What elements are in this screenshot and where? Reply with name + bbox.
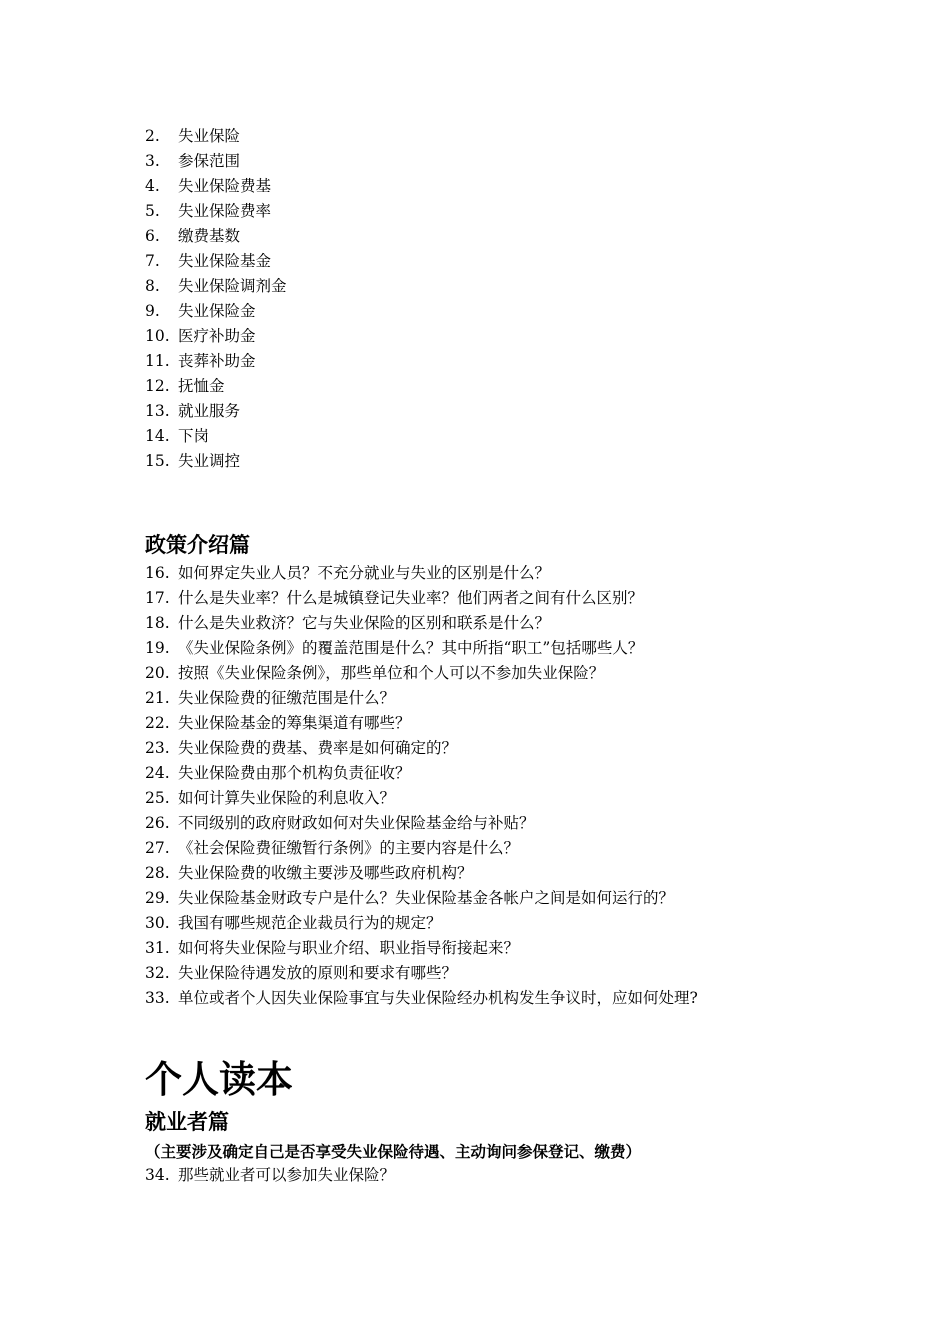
item-text: 下岗 — [178, 427, 210, 445]
list-item — [145, 611, 845, 636]
list-item — [145, 761, 845, 786]
item-text: 《社会保险费征缴暂行条例》的主要内容是什么？ — [178, 839, 520, 857]
item-number: 24. — [145, 764, 170, 782]
item-number: 31. — [145, 939, 170, 957]
list-item — [145, 299, 845, 324]
item-text: 失业保险基金的筹集渠道有哪些？ — [178, 714, 411, 732]
list-item — [145, 911, 845, 936]
item-number: 29. — [145, 889, 170, 907]
list-item — [145, 424, 845, 449]
item-text: 失业保险费的费基、费率是如何确定的？ — [178, 739, 458, 757]
item-number: 13. — [145, 402, 170, 420]
item-text: 如何将失业保险与职业介绍、职业指导衔接起来？ — [178, 939, 520, 957]
list-item — [145, 149, 845, 174]
item-text: 失业保险基金 — [178, 252, 272, 270]
list-item — [145, 274, 845, 299]
list-item — [145, 561, 845, 586]
list-item — [145, 449, 845, 474]
item-number: 30. — [145, 914, 170, 932]
item-number: 4. — [145, 177, 160, 195]
item-number: 27. — [145, 839, 170, 857]
list-item — [145, 836, 845, 861]
list-item — [145, 686, 845, 711]
item-number: 7. — [145, 252, 160, 270]
item-text: 失业保险 — [178, 127, 241, 145]
terms-list — [145, 124, 845, 474]
item-text: 如何界定失业人员？不充分就业与失业的区别是什么？ — [178, 564, 551, 582]
item-number: 10. — [145, 327, 170, 345]
list-item — [145, 174, 845, 199]
item-text: 失业保险费的征缴范围是什么？ — [178, 689, 396, 707]
item-text: 失业保险费率 — [178, 202, 272, 220]
item-text: 就业服务 — [178, 402, 241, 420]
item-text: 丧葬补助金 — [178, 352, 256, 370]
list-item — [145, 349, 845, 374]
item-text: 失业保险调剂金 — [178, 277, 287, 295]
item-number: 18. — [145, 614, 170, 632]
item-number: 26. — [145, 814, 170, 832]
item-number: 12. — [145, 377, 170, 395]
item-number: 9. — [145, 302, 160, 320]
list-item — [145, 199, 845, 224]
document-page — [145, 124, 845, 1188]
item-text: 失业保险待遇发放的原则和要求有哪些？ — [178, 964, 458, 982]
list-item — [145, 1163, 845, 1188]
item-text: 失业保险费基 — [178, 177, 272, 195]
item-text: 医疗补助金 — [178, 327, 256, 345]
list-item — [145, 811, 845, 836]
list-item — [145, 961, 845, 986]
item-number: 20. — [145, 664, 170, 682]
list-item — [145, 886, 845, 911]
item-text: 不同级别的政府财政如何对失业保险基金给与补贴？ — [178, 814, 535, 832]
list-item — [145, 636, 845, 661]
item-text: 抚恤金 — [178, 377, 225, 395]
item-number: 15. — [145, 452, 170, 470]
employed-section-note: （主要涉及确定自己是否享受失业保险待遇、主动询问参保登记、缴费） — [145, 1143, 642, 1161]
list-item — [145, 324, 845, 349]
list-item — [145, 661, 845, 686]
item-number: 22. — [145, 714, 170, 732]
list-item — [145, 936, 845, 961]
list-item — [145, 711, 845, 736]
item-number: 33. — [145, 989, 170, 1007]
item-number: 16. — [145, 564, 170, 582]
item-number: 34. — [145, 1166, 170, 1184]
item-text: 失业调控 — [178, 452, 241, 470]
list-item — [145, 986, 845, 1011]
item-number: 17. — [145, 589, 170, 607]
item-text: 失业保险基金财政专户是什么？失业保险基金各帐户之间是如何运行的？ — [178, 889, 675, 907]
item-number: 5. — [145, 202, 160, 220]
item-number: 14. — [145, 427, 170, 445]
list-item — [145, 861, 845, 886]
list-item — [145, 374, 845, 399]
item-number: 23. — [145, 739, 170, 757]
item-text: 单位或者个人因失业保险事宜与失业保险经办机构发生争议时，应如何处理? — [178, 989, 698, 1007]
policy-questions-list — [145, 561, 845, 1011]
item-text: 失业保险金 — [178, 302, 256, 320]
item-text: 失业保险费的收缴主要涉及哪些政府机构？ — [178, 864, 473, 882]
item-text: 按照《失业保险条例》，那些单位和个人可以不参加失业保险？ — [178, 664, 605, 682]
item-text: 什么是失业救济？它与失业保险的区别和联系是什么？ — [178, 614, 551, 632]
personal-reader-heading: 个人读本 — [145, 1058, 293, 1101]
employed-section-heading: 就业者篇 — [145, 1110, 229, 1134]
item-number: 19. — [145, 639, 170, 657]
item-number: 3. — [145, 152, 160, 170]
item-text: 缴费基数 — [178, 227, 241, 245]
item-text: 参保范围 — [178, 152, 241, 170]
employed-questions-list — [145, 1163, 845, 1188]
item-text: 我国有哪些规范企业裁员行为的规定？ — [178, 914, 442, 932]
item-number: 28. — [145, 864, 170, 882]
item-number: 21. — [145, 689, 170, 707]
list-item — [145, 736, 845, 761]
list-item — [145, 786, 845, 811]
item-number: 11. — [145, 352, 170, 370]
list-item — [145, 224, 845, 249]
item-text: 《失业保险条例》的覆盖范围是什么？其中所指“职工”包括哪些人？ — [178, 639, 644, 657]
list-item — [145, 249, 845, 274]
item-text: 如何计算失业保险的利息收入？ — [178, 789, 396, 807]
item-number: 32. — [145, 964, 170, 982]
item-text: 失业保险费由那个机构负责征收？ — [178, 764, 411, 782]
item-number: 8. — [145, 277, 160, 295]
item-number: 6. — [145, 227, 160, 245]
item-text: 那些就业者可以参加失业保险？ — [178, 1166, 396, 1184]
item-number: 25. — [145, 789, 170, 807]
list-item — [145, 399, 845, 424]
list-item — [145, 586, 845, 611]
policy-section-heading: 政策介绍篇 — [145, 533, 250, 557]
item-number: 2. — [145, 127, 160, 145]
list-item — [145, 124, 845, 149]
item-text: 什么是失业率？什么是城镇登记失业率？他们两者之间有什么区别？ — [178, 589, 644, 607]
